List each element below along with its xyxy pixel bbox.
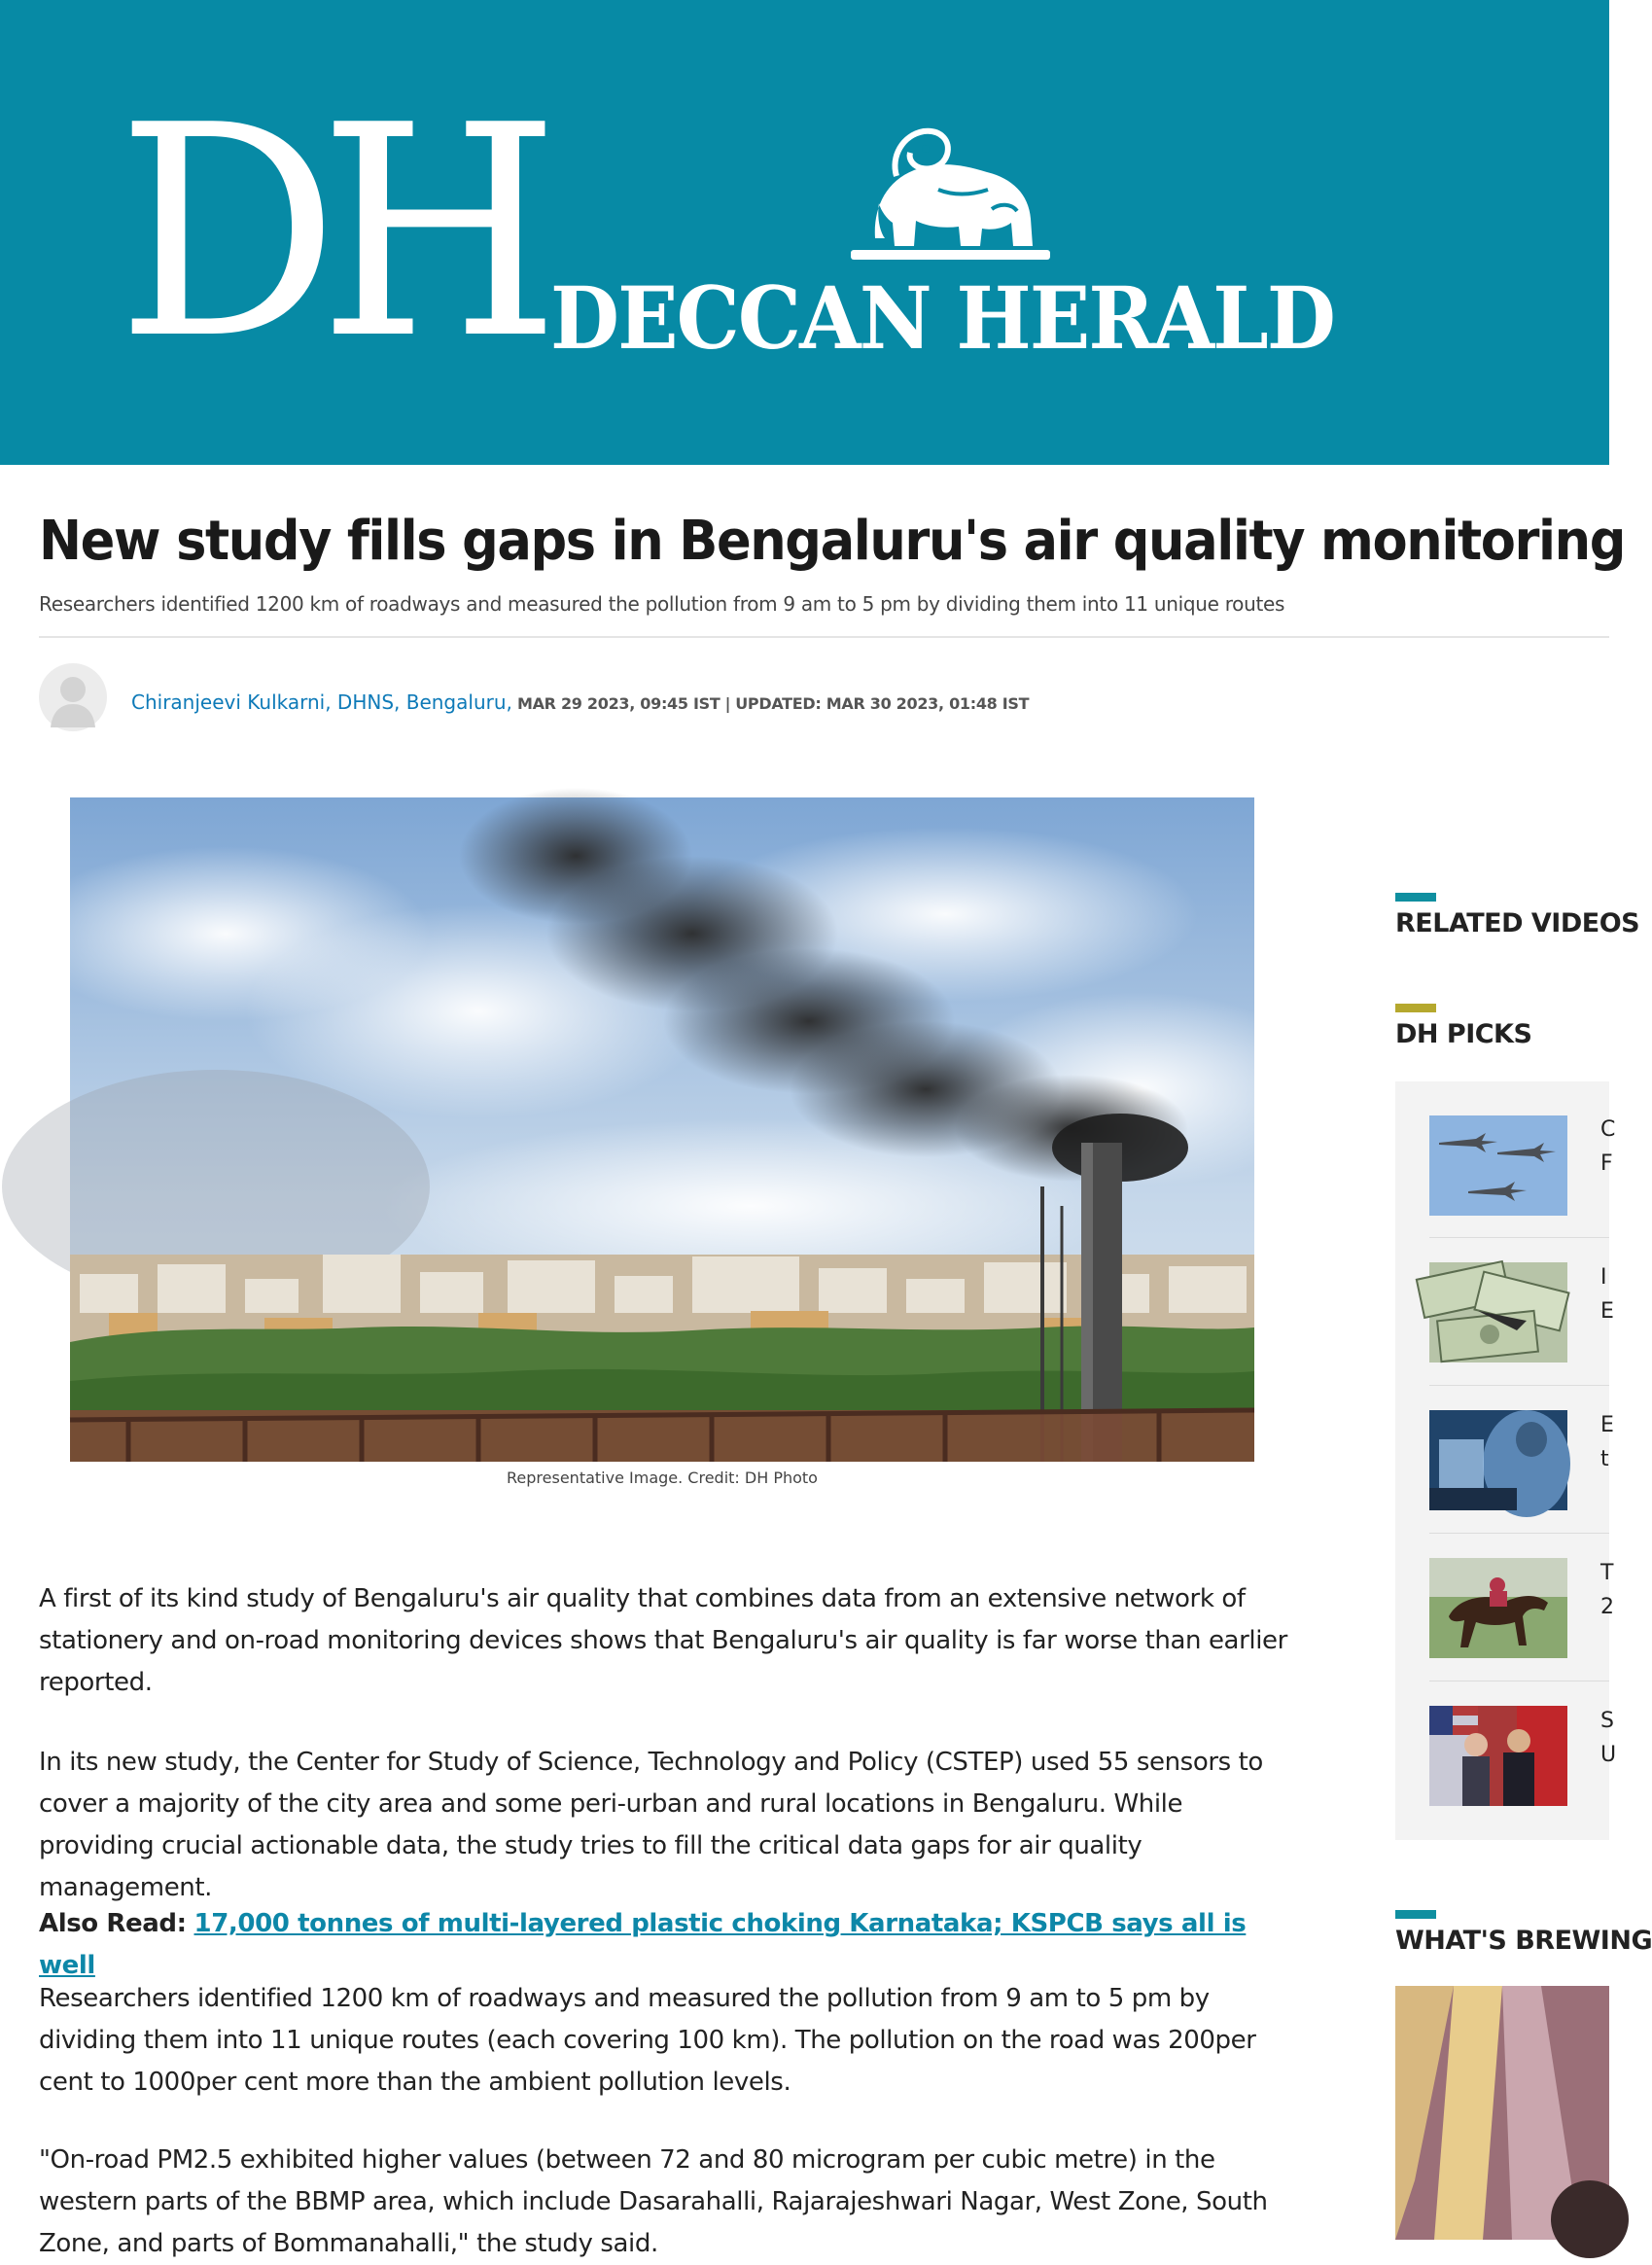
pick-thumbnail[interactable] — [1429, 1410, 1567, 1510]
article-paragraph: A first of its kind study of Bengaluru's air quality that combines data from an extensive network of stationery and on-road monitoring devices shows that Bengaluru's air quality is far worse than earlier reported. — [39, 1584, 1287, 1697]
section-accent-bar — [1395, 1910, 1436, 1919]
brewing-feature-image — [1395, 1986, 1609, 2240]
pick-title[interactable]: C — [1600, 1117, 1616, 1142]
byline — [131, 689, 1029, 718]
person-laptop-icon — [1429, 1410, 1567, 1510]
fighter-jets-icon — [1429, 1115, 1567, 1216]
also-read-label: Also Read: — [39, 1909, 187, 1938]
logo-dh: DH — [117, 63, 541, 403]
article-subhead: Researchers identified 1200 km of roadways and measured the pollution from 9 am to 5 pm by dividing them into 11 unique routes — [39, 592, 1285, 616]
whats-brewing-heading[interactable]: WHAT'S BREWING — [1395, 1926, 1652, 1956]
pick-title[interactable]: 2 — [1600, 1595, 1614, 1619]
leaders-handshake-icon — [1429, 1706, 1567, 1806]
divider — [1429, 1533, 1609, 1534]
smokestack-photo — [70, 797, 1254, 1462]
pick-thumbnail[interactable] — [1429, 1115, 1567, 1216]
pick-title[interactable]: F — [1600, 1151, 1613, 1176]
site-logo-link[interactable] — [0, 0, 1400, 465]
pick-title[interactable]: T — [1600, 1561, 1614, 1585]
pick-title[interactable]: E — [1600, 1413, 1614, 1437]
divider — [1429, 1237, 1609, 1238]
article-headline: New study fills gaps in Bengaluru's air quality monitoring — [39, 510, 1625, 573]
article-paragraph: Researchers identified 1200 km of roadways and measured the pollution from 9 am to 5 pm by dividing them into 11 unique routes (each covering 100 km). The pollution on the road was 200per cent to 1000per cent more than the ambient pollution levels. — [39, 1984, 1256, 2097]
author-avatar[interactable] — [39, 663, 107, 731]
whats-brewing-image[interactable] — [1395, 1986, 1609, 2240]
related-videos-heading[interactable]: RELATED VIDEOS — [1395, 908, 1640, 938]
updated-date: UPDATED: MAR 30 2023, 01:48 IST — [735, 694, 1030, 713]
hero-image[interactable] — [70, 797, 1254, 1462]
also-read — [39, 1903, 1303, 1987]
pick-title[interactable]: U — [1600, 1743, 1617, 1767]
user-silhouette-icon — [39, 663, 107, 731]
pick-thumbnail[interactable] — [1429, 1558, 1567, 1658]
pick-title[interactable]: E — [1600, 1299, 1614, 1324]
horse-race-icon — [1429, 1558, 1567, 1658]
author-link[interactable]: Chiranjeevi Kulkarni, DHNS, Bengaluru, — [131, 690, 512, 714]
pick-title[interactable]: S — [1600, 1709, 1614, 1733]
pick-title[interactable]: t — [1600, 1447, 1609, 1471]
section-accent-bar — [1395, 1004, 1436, 1012]
dollar-notes-icon — [1429, 1262, 1567, 1363]
article-paragraph: "On-road PM2.5 exhibited higher values (between 72 and 80 microgram per cubic metre) in the western parts of the BBMP area, which include Dasarahalli, Rajarajeshwari Nagar, West Zone, South Zone, and parts of Bommanahalli," the study said. — [39, 2145, 1268, 2258]
article-paragraph: In its new study, the Center for Study of Science, Technology and Policy (CSTEP) used 55 sensors to cover a majority of the city area and some peri-urban and rural locations in Bengaluru. While providing crucial actionable data, the study tries to fill the critical data gaps for air quality management. — [39, 1748, 1263, 1902]
published-date: MAR 29 2023, 09:45 IST — [516, 694, 721, 713]
dh-picks-heading[interactable]: DH PICKS — [1395, 1019, 1532, 1049]
divider — [1429, 1385, 1609, 1386]
elephant-emblem-icon — [846, 122, 1055, 267]
also-read-link[interactable]: 17,000 tonnes of multi-layered plastic choking Karnataka; KSPCB says all is well — [39, 1909, 1247, 1980]
divider — [39, 636, 1609, 638]
pick-thumbnail[interactable] — [1429, 1262, 1567, 1363]
image-caption: Representative Image. Credit: DH Photo — [507, 1469, 818, 1487]
masthead — [0, 0, 1609, 465]
section-accent-bar — [1395, 893, 1436, 902]
logo-name: DECCAN HERALD — [550, 267, 1334, 369]
pick-thumbnail[interactable] — [1429, 1706, 1567, 1806]
pick-title[interactable]: I — [1600, 1265, 1607, 1290]
date-separator: | — [724, 694, 731, 713]
